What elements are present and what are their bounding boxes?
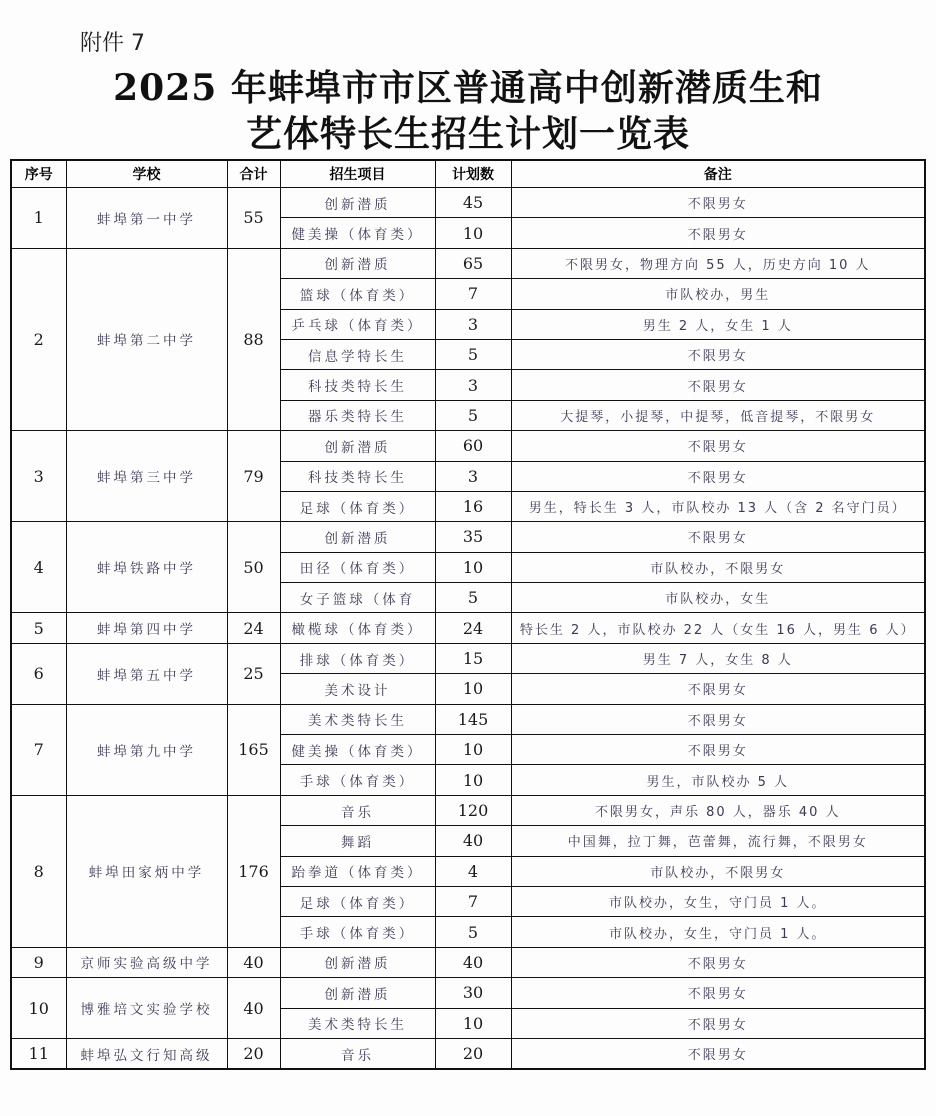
cell-remark: 市队校办，不限男女 [511, 552, 925, 582]
cell-school: 蚌埠第四中学 [66, 613, 227, 643]
cell-item: 信息学特长生 [280, 339, 435, 369]
cell-total: 20 [227, 1038, 280, 1069]
cell-index: 8 [11, 795, 66, 947]
cell-plan: 60 [435, 431, 511, 461]
cell-school: 蚌埠第五中学 [66, 643, 227, 704]
cell-remark: 不限男女 [511, 431, 925, 461]
cell-index: 9 [11, 947, 66, 977]
header-school: 学校 [66, 160, 227, 188]
table-header-row [11, 160, 925, 188]
cell-plan: 16 [435, 491, 511, 521]
header-remark: 备注 [511, 160, 925, 188]
cell-remark: 男生 7 人，女生 8 人 [511, 643, 925, 673]
cell-item: 创新潜质 [280, 978, 435, 1008]
cell-item: 美术设计 [280, 674, 435, 704]
cell-remark: 市队校办，女生，守门员 1 人。 [511, 886, 925, 916]
cell-item: 排球（体育类） [280, 643, 435, 673]
cell-remark: 中国舞，拉丁舞，芭蕾舞，流行舞，不限男女 [511, 826, 925, 856]
header-item: 招生项目 [280, 160, 435, 188]
cell-item: 器乐类特长生 [280, 400, 435, 430]
enrollment-plan-table [10, 159, 926, 1070]
cell-remark: 市队校办，女生 [511, 583, 925, 613]
cell-plan: 24 [435, 613, 511, 643]
cell-plan: 5 [435, 400, 511, 430]
cell-plan: 3 [435, 461, 511, 491]
cell-item: 科技类特长生 [280, 461, 435, 491]
cell-remark: 不限男女 [511, 704, 925, 734]
cell-index: 11 [11, 1038, 66, 1069]
cell-remark: 男生 2 人，女生 1 人 [511, 309, 925, 339]
cell-plan: 10 [435, 552, 511, 582]
cell-item: 美术类特长生 [280, 704, 435, 734]
table-row [11, 643, 925, 673]
cell-remark: 不限男女 [511, 461, 925, 491]
cell-remark: 市队校办，女生，守门员 1 人。 [511, 917, 925, 947]
attachment-label: 附件 7 [80, 31, 145, 56]
document-title-line-2: 艺体特长生招生计划一览表 [245, 113, 690, 155]
cell-item: 健美操（体育类） [280, 735, 435, 765]
cell-remark: 不限男女 [511, 674, 925, 704]
cell-school: 博雅培文实验学校 [66, 978, 227, 1039]
table-row [11, 704, 925, 734]
cell-school: 京师实验高级中学 [66, 947, 227, 977]
document-title-line-1: 2025 年蚌埠市市区普通高中创新潜质生和 [113, 67, 823, 109]
cell-total: 25 [227, 643, 280, 704]
cell-index: 2 [11, 248, 66, 430]
cell-item: 舞蹈 [280, 826, 435, 856]
cell-index: 5 [11, 613, 66, 643]
cell-plan: 30 [435, 978, 511, 1008]
cell-item: 创新潜质 [280, 431, 435, 461]
cell-plan: 20 [435, 1038, 511, 1069]
cell-plan: 10 [435, 1008, 511, 1038]
cell-total: 55 [227, 188, 280, 249]
cell-plan: 3 [435, 309, 511, 339]
cell-school: 蚌埠第二中学 [66, 248, 227, 430]
cell-remark: 市队校办，不限男女 [511, 856, 925, 886]
cell-plan: 35 [435, 522, 511, 552]
cell-plan: 40 [435, 947, 511, 977]
table-body [11, 188, 925, 1070]
cell-total: 40 [227, 947, 280, 977]
cell-item: 科技类特长生 [280, 370, 435, 400]
cell-item: 篮球（体育类） [280, 279, 435, 309]
cell-total: 176 [227, 795, 280, 947]
table-row [11, 1038, 925, 1069]
cell-remark: 不限男女 [511, 339, 925, 369]
cell-school: 蚌埠弘文行知高级 [66, 1038, 227, 1069]
cell-plan: 15 [435, 643, 511, 673]
cell-item: 乒乓球（体育类） [280, 309, 435, 339]
cell-school: 蚌埠田家炳中学 [66, 795, 227, 947]
cell-remark: 不限男女 [511, 735, 925, 765]
cell-item: 橄榄球（体育类） [280, 613, 435, 643]
cell-index: 4 [11, 522, 66, 613]
cell-plan: 10 [435, 735, 511, 765]
cell-remark: 不限男女 [511, 1008, 925, 1038]
table-row [11, 188, 925, 218]
cell-item: 足球（体育类） [280, 491, 435, 521]
cell-plan: 10 [435, 765, 511, 795]
cell-remark: 不限男女 [511, 218, 925, 248]
cell-item: 足球（体育类） [280, 886, 435, 916]
cell-plan: 5 [435, 917, 511, 947]
cell-item: 音乐 [280, 795, 435, 825]
cell-remark: 不限男女，声乐 80 人，器乐 40 人 [511, 795, 925, 825]
cell-plan: 5 [435, 583, 511, 613]
cell-remark: 特长生 2 人，市队校办 22 人（女生 16 人，男生 6 人） [511, 613, 925, 643]
header-total: 合计 [227, 160, 280, 188]
cell-remark: 市队校办，男生 [511, 279, 925, 309]
cell-remark: 不限男女，物理方向 55 人，历史方向 10 人 [511, 248, 925, 278]
cell-item: 手球（体育类） [280, 917, 435, 947]
cell-plan: 45 [435, 188, 511, 218]
cell-plan: 145 [435, 704, 511, 734]
cell-school: 蚌埠第九中学 [66, 704, 227, 795]
cell-plan: 65 [435, 248, 511, 278]
cell-item: 跆拳道（体育类） [280, 856, 435, 886]
cell-plan: 5 [435, 339, 511, 369]
cell-plan: 40 [435, 826, 511, 856]
cell-plan: 10 [435, 674, 511, 704]
cell-plan: 120 [435, 795, 511, 825]
cell-total: 165 [227, 704, 280, 795]
header-plan: 计划数 [435, 160, 511, 188]
table-row [11, 522, 925, 552]
table-row [11, 248, 925, 278]
cell-plan: 7 [435, 886, 511, 916]
cell-total: 40 [227, 978, 280, 1039]
table-row [11, 431, 925, 461]
cell-plan: 3 [435, 370, 511, 400]
cell-school: 蚌埠铁路中学 [66, 522, 227, 613]
cell-item: 女子篮球（体育 [280, 583, 435, 613]
cell-remark: 不限男女 [511, 188, 925, 218]
cell-remark: 男生，市队校办 5 人 [511, 765, 925, 795]
cell-item: 创新潜质 [280, 947, 435, 977]
table-row [11, 978, 925, 1008]
cell-index: 1 [11, 188, 66, 249]
cell-total: 79 [227, 431, 280, 522]
cell-school: 蚌埠第三中学 [66, 431, 227, 522]
cell-item: 创新潜质 [280, 188, 435, 218]
cell-item: 创新潜质 [280, 522, 435, 552]
cell-remark: 不限男女 [511, 522, 925, 552]
cell-school: 蚌埠第一中学 [66, 188, 227, 249]
cell-index: 7 [11, 704, 66, 795]
cell-item: 健美操（体育类） [280, 218, 435, 248]
cell-remark: 不限男女 [511, 370, 925, 400]
cell-remark: 大提琴，小提琴，中提琴，低音提琴，不限男女 [511, 400, 925, 430]
cell-total: 50 [227, 522, 280, 613]
cell-plan: 7 [435, 279, 511, 309]
cell-index: 10 [11, 978, 66, 1039]
cell-remark: 男生，特长生 3 人，市队校办 13 人（含 2 名守门员） [511, 491, 925, 521]
cell-remark: 不限男女 [511, 978, 925, 1008]
cell-plan: 10 [435, 218, 511, 248]
cell-item: 创新潜质 [280, 248, 435, 278]
cell-index: 3 [11, 431, 66, 522]
cell-index: 6 [11, 643, 66, 704]
cell-item: 田径（体育类） [280, 552, 435, 582]
cell-item: 音乐 [280, 1038, 435, 1069]
cell-remark: 不限男女 [511, 1038, 925, 1069]
table-row [11, 795, 925, 825]
table-row [11, 947, 925, 977]
cell-plan: 4 [435, 856, 511, 886]
cell-remark: 不限男女 [511, 947, 925, 977]
cell-item: 手球（体育类） [280, 765, 435, 795]
table-row [11, 613, 925, 643]
cell-total: 24 [227, 613, 280, 643]
cell-item: 美术类特长生 [280, 1008, 435, 1038]
header-index: 序号 [11, 160, 66, 188]
cell-total: 88 [227, 248, 280, 430]
